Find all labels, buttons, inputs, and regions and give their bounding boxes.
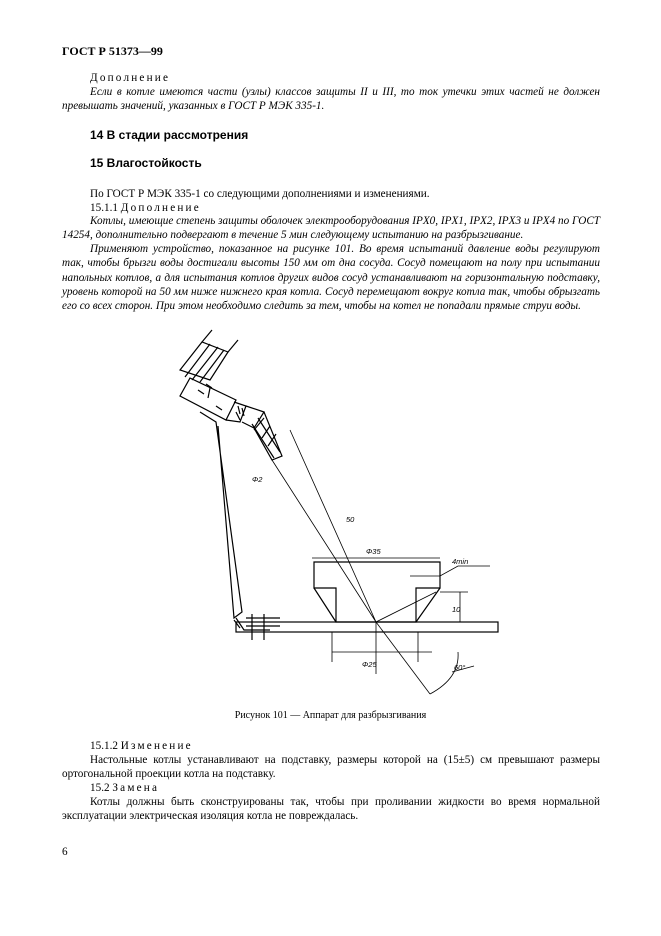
clause-15-1-2-heading: 15.1.2 Изменение	[90, 740, 193, 752]
dim-diameter-2: Φ2	[252, 475, 263, 484]
figure-spray-apparatus	[140, 322, 520, 714]
addition-label: Дополнение	[90, 72, 171, 84]
section-15-intro: По ГОСТ Р МЭК 335-1 со следующими дополнениями и изменениями.	[90, 188, 430, 200]
dim-length-50: 50	[346, 515, 355, 524]
dim-diameter-25: Φ25	[362, 660, 377, 669]
clause-15-1-1-text-2: Применяют устройство, показанное на рисунке 101. Во время испытаний давление воды регулируют так, чтобы брызги воды достигали высоты 150 мм от дна сосуда. Сосуд помещают на полу при испытании напольных котлов, а для испытания котлов других видов сосуд устанавливают на горизонтальную подставку, уровень которой на 50 мм ниже нижнего края котла. Сосуд перемещают вокруг котла так, чтобы обрызгать его со всех сторон. При этом необходимо следить за тем, чтобы на котел не попадали прямые струи воды.	[62, 243, 600, 313]
figure-caption: Рисунок 101 — Аппарат для разбрызгивания	[234, 710, 427, 721]
clause-15-1-2-text: Настольные котлы устанавливают на подставку, размеры которой на (15±5) см превышают размеры ортогональной проекции котла на подставку.	[62, 754, 600, 781]
figure-drawing	[180, 330, 498, 694]
addition-text: Если в котле имеются части (узлы) классов защиты II и III, то ток утечки этих частей не должен превышать значений, указанных в ГОСТ Р МЭК 335-1.	[62, 86, 600, 113]
clause-15-2-heading: 15.2 Замена	[90, 782, 160, 794]
clause-15-1-1-heading: 15.1.1 Дополнение	[90, 202, 201, 214]
clause-15-1-1-text-1: Котлы, имеющие степень защиты оболочек электрооборудования IPX0, IPX1, IPX2, IPX3 и IPX4 по ГОСТ 14254, дополнительно подвергают в течение 5 мин следующему испытанию на разбрызгивание.	[62, 215, 600, 242]
nozzle-body	[180, 378, 236, 420]
section-14-title: 14 В стадии рассмотрения	[90, 128, 249, 142]
dim-height-10: 10	[452, 605, 461, 614]
support-rod	[200, 412, 242, 618]
vessel	[314, 562, 440, 622]
dim-diameter-35: Φ35	[366, 547, 381, 556]
document-header: ГОСТ Р 51373—99	[62, 44, 163, 58]
section-15-title: 15 Влагостойкость	[90, 156, 202, 170]
dim-t-min: 4min	[452, 557, 469, 566]
page-number: 6	[62, 846, 68, 858]
clause-15-2-text: Котлы должны быть сконструированы так, чтобы при проливании жидкости во время нормальной эксплуатации электрическая изоляция котла не повреждалась.	[62, 796, 600, 823]
dim-angle-60: 60°	[454, 663, 466, 672]
base-plate	[236, 622, 498, 632]
